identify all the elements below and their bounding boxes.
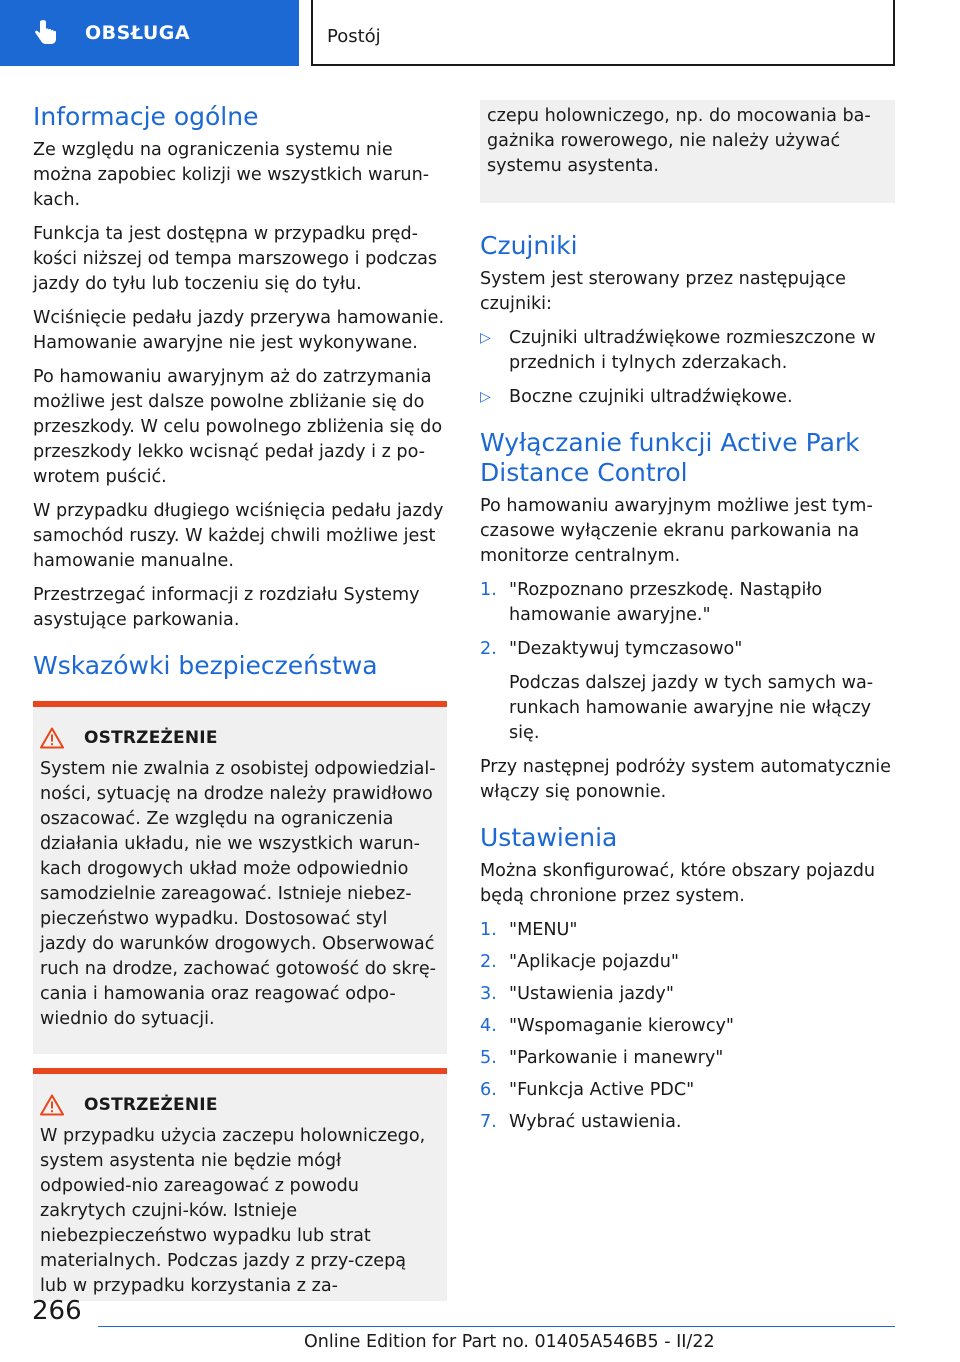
warning-text: System nie zwalnia z osobistej odpowiedzial-ności, sytuację na drodze należy prawidłowo oszacować. Ze względu na ograniczenia działania układu, nie we wszystkich warun-kach drogowych układ może odpowiednio samodzielnie zareagować. Istnieje niebez-pieczeństwo wypadku. Dostosować styl jazdy do warunków drogowych. Obserwować ruch na drodze, zachować gotowość do skrę-cania i hamowania oraz reagować odpo-wiednio do sytuacji. bbox=[40, 759, 437, 1029]
heading-general-info: Informacje ogólne bbox=[33, 102, 259, 131]
triangle-bullet-icon: ▷ bbox=[480, 389, 491, 405]
list-item: 7. Wybrać ustawienia. bbox=[480, 1112, 682, 1132]
hand-pointer-icon bbox=[31, 18, 61, 48]
paragraph: Po hamowaniu awaryjnym aż do zatrzymania możliwe jest dalsze powolne zbliżanie się do przeszkody. W celu powolnego zbliżenia się do przeszkody lekko wcisnąć pedał jazdy i z po-wrotem puścić. bbox=[33, 367, 443, 487]
paragraph: Funkcja ta jest dostępna w przypadku pręd-kości niższej od tempa marszowego i podczas jazdy do tyłu lub toczeniu się do tyłu. bbox=[33, 224, 438, 294]
step-note: Podczas dalszej jazdy w tych samych wa-runkach hamowanie awaryjne nie włączy się. bbox=[509, 673, 874, 743]
warning-text: czepu holowniczego, np. do mocowania ba-gażnika rowerowego, nie należy używać systemu asystenta. bbox=[487, 106, 871, 176]
list-item: 2. "Aplikacje pojazdu" bbox=[480, 952, 679, 972]
page-number: 266 bbox=[32, 1296, 82, 1326]
list-item: 5. "Parkowanie i manewry" bbox=[480, 1048, 724, 1068]
list-item: ▷ Boczne czujniki ultradźwiękowe. bbox=[480, 385, 895, 410]
paragraph: W przypadku długiego wciśnięcia pedału jazdy samochód ruszy. W każdej chwili możliwe jest hamowanie manualne. bbox=[33, 501, 444, 571]
warning-triangle-icon bbox=[40, 727, 64, 749]
section-tab[interactable] bbox=[0, 0, 299, 66]
list-item: 4. "Wspomaganie kierowcy" bbox=[480, 1016, 734, 1036]
chapter-header bbox=[311, 0, 895, 66]
paragraph: System jest sterowany przez następujące czujniki: bbox=[480, 269, 846, 314]
edition-note: Online Edition for Part no. 01405A546B5 - II/22 bbox=[304, 1332, 715, 1352]
section-label: OBSŁUGA bbox=[85, 22, 191, 44]
warning-box bbox=[33, 1068, 447, 1301]
warning-header bbox=[40, 727, 438, 749]
warning-box bbox=[33, 701, 447, 1054]
paragraph: Wciśnięcie pedału jazdy przerywa hamowanie. Hamowanie awaryjne nie jest wykonywane. bbox=[33, 308, 445, 353]
heading-sensors: Czujniki bbox=[480, 231, 578, 260]
paragraph: Ze względu na ograniczenia systemu nie można zapobiec kolizji we wszystkich warun-kach. bbox=[33, 140, 430, 210]
heading-settings: Ustawienia bbox=[480, 823, 618, 852]
list-item: 6. "Funkcja Active PDC" bbox=[480, 1080, 695, 1100]
triangle-bullet-icon: ▷ bbox=[480, 330, 491, 346]
paragraph: Przestrzegać informacji z rozdziału Systemy asystujące parkowania. bbox=[33, 585, 420, 630]
heading-safety: Wskazówki bezpieczeństwa bbox=[33, 651, 378, 680]
warning-title: OSTRZEŻENIE bbox=[84, 1095, 218, 1115]
sensor-list bbox=[480, 326, 895, 410]
list-item: 2. "Dezaktywuj tymczasowo" bbox=[480, 639, 743, 659]
chapter-title: Postój bbox=[327, 26, 381, 47]
list-item: 1. "MENU" bbox=[480, 920, 578, 940]
paragraph: Można skonfigurować, które obszary pojazdu będą chronione przez system. bbox=[480, 861, 876, 906]
settings-steps bbox=[480, 918, 895, 1135]
footer-divider bbox=[98, 1326, 895, 1327]
warning-triangle-icon bbox=[40, 1094, 64, 1116]
list-item: 1. "Rozpoznano przeszkodę. Nastąpiło hamowanie awaryjne." bbox=[480, 580, 823, 625]
warning-box-continued bbox=[480, 100, 895, 203]
list-item: 3. "Ustawienia jazdy" bbox=[480, 984, 674, 1004]
warning-header bbox=[40, 1094, 438, 1116]
warning-text: W przypadku użycia zaczepu holowniczego, system asystenta nie będzie mógł odpowied-nio zareagować z powodu zakrytych czujni-ków. Istnieje niebezpieczeństwo wypadku lub strat materialnych. Podczas jazdy z przy-czepą lub w przypadku korzystania z za- bbox=[40, 1126, 426, 1296]
list-item: ▷ Czujniki ultradźwiękowe rozmieszczone w przednich i tylnych zderzakach. bbox=[480, 326, 895, 376]
paragraph: Przy następnej podróży system automatycznie włączy się ponownie. bbox=[480, 757, 891, 802]
right-column bbox=[480, 100, 895, 1142]
left-column bbox=[33, 96, 447, 1301]
paragraph: Po hamowaniu awaryjnym możliwe jest tym-czasowe wyłączenie ekranu parkowania na monitorze centralnym. bbox=[480, 496, 873, 566]
warning-title: OSTRZEŻENIE bbox=[84, 728, 218, 748]
disable-steps bbox=[480, 578, 895, 662]
heading-disable-pdc: Wyłączanie funkcji Active Park Distance Control bbox=[480, 428, 860, 487]
